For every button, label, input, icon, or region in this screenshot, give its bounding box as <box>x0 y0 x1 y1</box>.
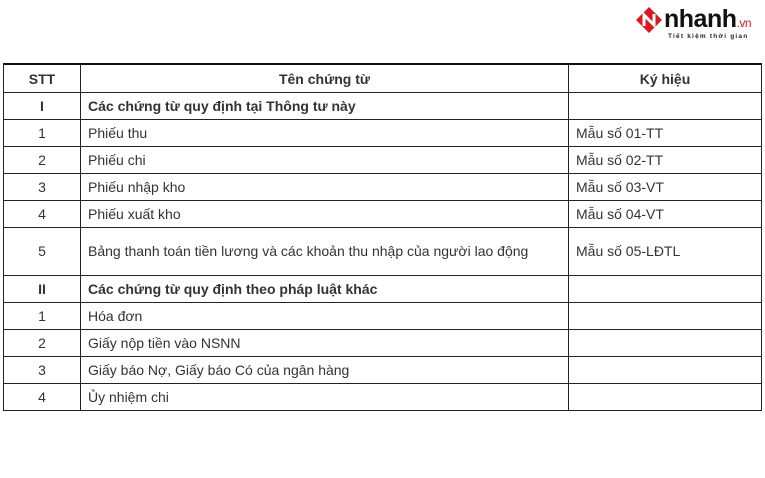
cell-code: Mẫu số 05-LĐTL <box>569 228 762 276</box>
table-row <box>4 201 762 228</box>
table-row <box>4 147 762 174</box>
cell-code <box>569 384 762 411</box>
logo-slogan: Tiết kiệm thời gian <box>668 33 749 40</box>
table-row <box>4 357 762 384</box>
cell-name: Hóa đơn <box>81 303 569 330</box>
section-row <box>4 93 762 120</box>
cell-code <box>569 357 762 384</box>
cell-code: Mẫu số 03-VT <box>569 174 762 201</box>
cell-stt: 4 <box>4 201 81 228</box>
cell-name: Các chứng từ quy định tại Thông tư này <box>81 93 569 120</box>
cell-stt: 3 <box>4 357 81 384</box>
cell-stt: I <box>4 93 81 120</box>
header-stt: STT <box>4 64 81 93</box>
cell-stt: 2 <box>4 147 81 174</box>
cell-stt: 4 <box>4 384 81 411</box>
table-row <box>4 330 762 357</box>
table-row <box>4 174 762 201</box>
documents-table <box>3 63 762 411</box>
cell-stt: 1 <box>4 303 81 330</box>
cell-name: Các chứng từ quy định theo pháp luật khác <box>81 276 569 303</box>
header-code: Ký hiệu <box>569 64 762 93</box>
logo-name: nhanh.vn <box>664 5 752 33</box>
cell-name: Ủy nhiệm chi <box>81 384 569 411</box>
table-row <box>4 303 762 330</box>
cell-name: Giấy nộp tiền vào NSNN <box>81 330 569 357</box>
cell-stt: 1 <box>4 120 81 147</box>
table-row <box>4 228 762 276</box>
table-row <box>4 384 762 411</box>
cell-name: Phiếu nhập kho <box>81 174 569 201</box>
cell-code: Mẫu số 04-VT <box>569 201 762 228</box>
cell-code: Mẫu số 01-TT <box>569 120 762 147</box>
cell-stt: 2 <box>4 330 81 357</box>
cell-name: Phiếu xuất kho <box>81 201 569 228</box>
cell-code <box>569 93 762 120</box>
cell-code <box>569 330 762 357</box>
cell-code <box>569 303 762 330</box>
cell-name: Phiếu thu <box>81 120 569 147</box>
cell-code <box>569 276 762 303</box>
cell-name: Bảng thanh toán tiền lương và các khoản thu nhập của người lao động <box>81 228 569 276</box>
header-name: Tên chứng từ <box>81 64 569 93</box>
table-row <box>4 120 762 147</box>
nhanh-logo <box>636 5 761 41</box>
section-row <box>4 276 762 303</box>
cell-stt: 3 <box>4 174 81 201</box>
cell-name: Giấy báo Nợ, Giấy báo Có của ngân hàng <box>81 357 569 384</box>
cell-stt: II <box>4 276 81 303</box>
cell-name: Phiếu chi <box>81 147 569 174</box>
logo-diamond-icon <box>636 7 662 33</box>
cell-code: Mẫu số 02-TT <box>569 147 762 174</box>
cell-stt: 5 <box>4 228 81 276</box>
